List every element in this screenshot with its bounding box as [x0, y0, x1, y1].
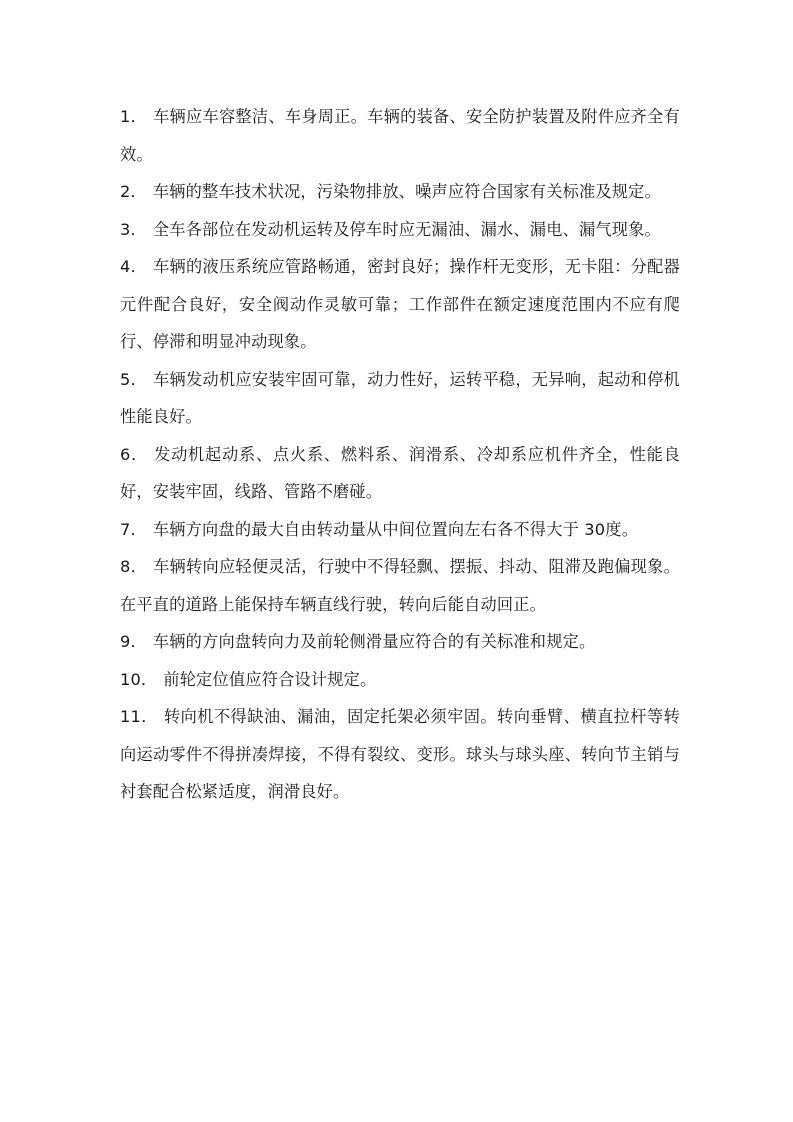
list-item — [120, 623, 680, 661]
item-number: 9 ． — [120, 632, 153, 651]
item-text: 车辆的整车技术状况，污染物排放、噪声应符合国家有关标准及规定。 — [152, 182, 661, 201]
item-number: 2 ． — [120, 182, 153, 201]
list-item — [120, 511, 680, 549]
item-number: 10 ． — [120, 670, 163, 689]
item-text: 全车各部位在发动机运转及停车时应无漏油、漏水、漏电、漏气现象。 — [152, 219, 661, 239]
item-text: 车辆发动机应安装牢固可靠，动力性好，运转平稳，无异响，起动和停机性能良好。 — [120, 369, 680, 426]
item-text: 车辆应车容整洁、车身周正。车辆的装备、安全防护装置及附件应齐全有效。 — [120, 107, 680, 164]
item-number: 4 ． — [120, 257, 153, 276]
list-item — [120, 98, 680, 173]
item-text: 车辆转向应轻便灵活，行驶中不得轻飘、摆振、抖动、阻滞及跑偏现象。在平直的道路上能保持车辆直线行驶，转向后能自动回正。 — [120, 557, 680, 614]
item-number: 11 ． — [120, 707, 164, 726]
list-item — [120, 211, 680, 249]
list-item — [120, 361, 680, 436]
requirements-list — [120, 98, 680, 811]
item-text: 前轮定位值应符合设计规定。 — [163, 669, 377, 689]
item-number: 1 ． — [120, 107, 153, 126]
list-item — [120, 248, 680, 361]
list-item — [120, 173, 680, 211]
item-text: 车辆方向盘的最大自由转动量从中间位置向左右各不得大于 30度。 — [152, 519, 639, 539]
list-item — [120, 698, 680, 811]
item-text: 转向机不得缺油、漏油，固定托架必须牢固。转向垂臂、横直拉杆等转向运动零件不得拼凑焊接，不得有裂纹、变形。球头与球头座、转向节主销与衬套配合松紧适度，润滑良好。 — [120, 707, 681, 801]
item-number: 3 ． — [120, 220, 153, 239]
item-number: 6 ． — [120, 445, 154, 464]
item-text: 车辆的方向盘转向力及前轮侧滑量应符合的有关标准和规定。 — [152, 632, 596, 651]
item-number: 8 ． — [120, 557, 153, 576]
list-item — [120, 661, 680, 699]
list-item — [120, 436, 680, 511]
item-text: 车辆的液压系统应管路畅通，密封良好；操作杆无变形，无卡阻：分配器元件配合良好，安全阀动作灵敏可靠；工作部件在额定速度范围内不应有爬行、停滞和明显冲动现象。 — [120, 257, 680, 351]
item-number: 7 ． — [120, 520, 153, 539]
item-text: 发动机起动系、点火系、燃料系、润滑系、冷却系应机件齐全，性能良好，安装牢固，线路、管路不磨碰。 — [120, 444, 681, 501]
list-item — [120, 548, 680, 623]
item-number: 5 ． — [120, 370, 153, 389]
